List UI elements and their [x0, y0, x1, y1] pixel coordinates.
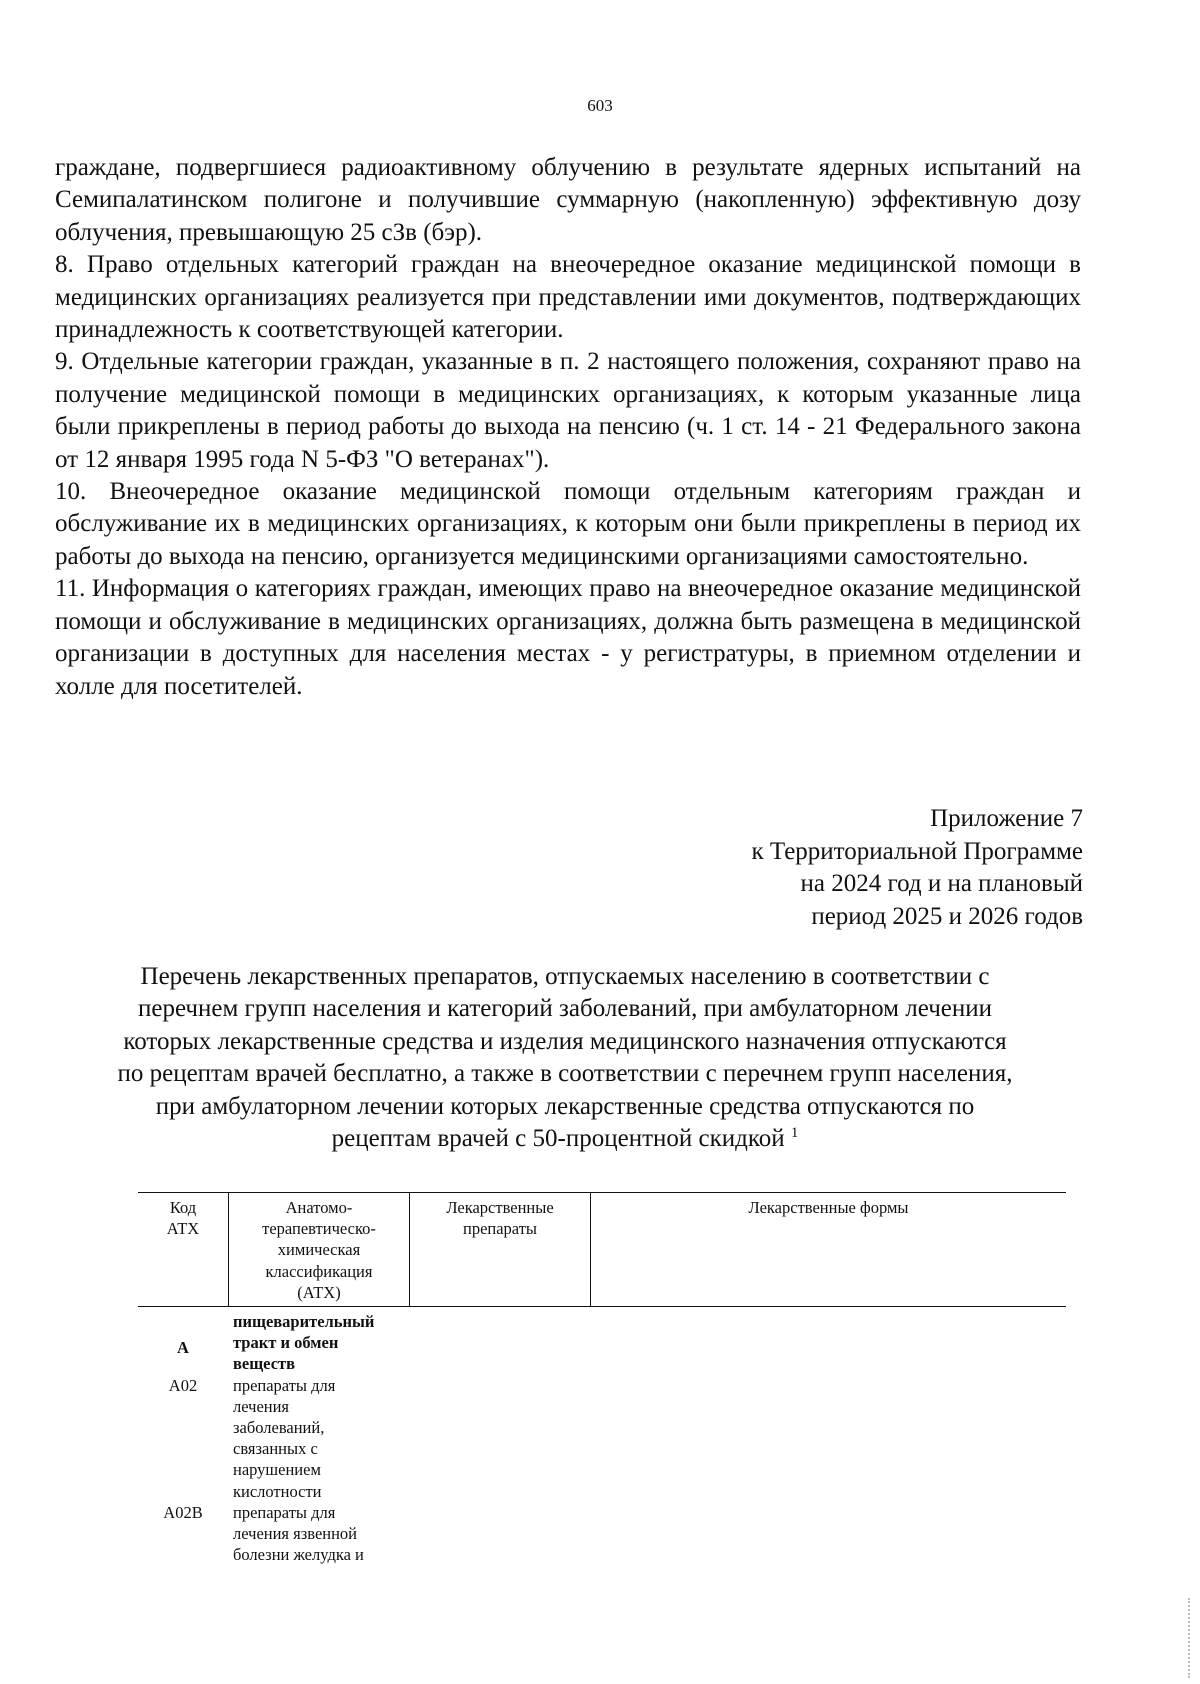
atx-classification: [228, 1375, 335, 1502]
atx-table: [138, 1192, 1066, 1565]
atx-code: A: [177, 1338, 189, 1357]
paragraph: граждане, подвергшиеся радиоактивному облучению в результате ядерных испытаний на Семипалатинском полигоне и получившие суммарную (накопленную) эффективную дозу облучения, превышающую 25 сЗв (бэр).: [55, 154, 1081, 246]
title-line: при амбулаторном лечении которых лекарственные средства отпускаются по: [155, 1092, 975, 1120]
cell-line: болезни желудка и: [233, 1545, 364, 1565]
appendix-line: к Территориальной Программе: [751, 837, 1083, 865]
header-drugs: [409, 1193, 590, 1306]
atx-code: A02: [168, 1375, 198, 1395]
cell-line: веществ: [233, 1354, 296, 1374]
atx-classification: [228, 1311, 374, 1375]
scan-edge-marks: [1188, 1598, 1192, 1678]
header-text: АТХ: [166, 1219, 200, 1239]
header-text: классификация: [265, 1261, 373, 1281]
header-text: Код: [169, 1198, 197, 1217]
cell-line: лечения: [233, 1396, 290, 1416]
table-row: [138, 1502, 1066, 1566]
atx-classification: [228, 1502, 364, 1566]
appendix-heading: [751, 803, 1083, 933]
cell-line: препараты для: [233, 1375, 336, 1395]
table-row: [138, 1375, 1066, 1502]
appendix-line: Приложение 7: [930, 805, 1083, 832]
body-text: [55, 152, 1081, 703]
header-text: Лекарственные: [446, 1198, 554, 1217]
header-text: Анатомо-: [285, 1198, 353, 1217]
paragraph: 9. Отдельные категории граждан, указанные в п. 2 настоящего положения, сохраняют право на получение медицинской помощи в медицинских организациях, к которым указанные лица были прикреплены в период работы до выхода на пенсию (ч. 1 ст. 14 - 21 Федерального закона от 12 января 1995 года N 5-ФЗ "О ветеранах").: [55, 348, 1081, 473]
cell-line: препараты для: [233, 1502, 336, 1522]
header-classification: [228, 1193, 409, 1306]
header-text: (АТХ): [297, 1282, 341, 1302]
cell-line: лечения язвенной: [233, 1524, 358, 1544]
appendix-line: на 2024 год и на плановый: [800, 870, 1083, 897]
footnote-mark: 1: [790, 1125, 799, 1142]
table-header: [138, 1192, 1066, 1307]
atx-code: A02B: [163, 1502, 203, 1522]
cell-line: связанных с: [233, 1439, 318, 1459]
cell-line: кислотности: [233, 1481, 322, 1501]
paragraph: 11. Информация о категориях граждан, имеющих право на внеочередное оказание медицинской помощи и обслуживание в медицинских организациях, должна быть размещена в медицинской организации в доступных для населения местах - у регистратуры, в приемном отделении и холле для посетителей.: [55, 575, 1081, 700]
document-title: [55, 961, 1075, 1155]
cell-line: нарушением: [233, 1460, 321, 1480]
cell-line: тракт и обмен: [233, 1333, 339, 1353]
cell-line: пищеварительный: [233, 1312, 375, 1331]
header-text: терапевтическо-: [262, 1219, 376, 1239]
cell-line: заболеваний,: [233, 1418, 325, 1438]
header-text: химическая: [277, 1240, 361, 1260]
appendix-line: период 2025 и 2026 годов: [811, 902, 1083, 930]
title-line: Перечень лекарственных препаратов, отпускаемых населению в соответствии с: [140, 963, 990, 990]
paragraph: 10. Внеочередное оказание медицинской помощи отдельным категориям граждан и обслуживание их в медицинских организациях, к которым они были прикреплены в период их работы до выхода на пенсию, организуется медицинскими организациями самостоятельно.: [55, 478, 1081, 570]
title-line: рецептам врачей с 50-процентной скидкой: [331, 1125, 785, 1153]
page-number: 603: [587, 96, 613, 115]
header-code: [138, 1193, 228, 1306]
title-line-last: [55, 1123, 1075, 1155]
title-line: перечнем групп населения и категорий заболеваний, при амбулаторном лечении: [137, 995, 993, 1023]
table-body: [138, 1311, 1066, 1565]
header-forms: [590, 1193, 1066, 1306]
title-line: которых лекарственные средства и изделия медицинского назначения отпускаются: [123, 1027, 1007, 1055]
header-text: препараты: [462, 1219, 537, 1239]
header-text: Лекарственные формы: [748, 1198, 909, 1217]
title-line: по рецептам врачей бесплатно, а также в соответствии с перечнем групп населения,: [117, 1060, 1013, 1088]
table-row: [138, 1311, 1066, 1375]
paragraph: 8. Право отдельных категорий граждан на внеочередное оказание медицинской помощи в медицинских организациях реализуется при представлении ими документов, подтверждающих принадлежность к соответствующей категории.: [55, 251, 1081, 344]
